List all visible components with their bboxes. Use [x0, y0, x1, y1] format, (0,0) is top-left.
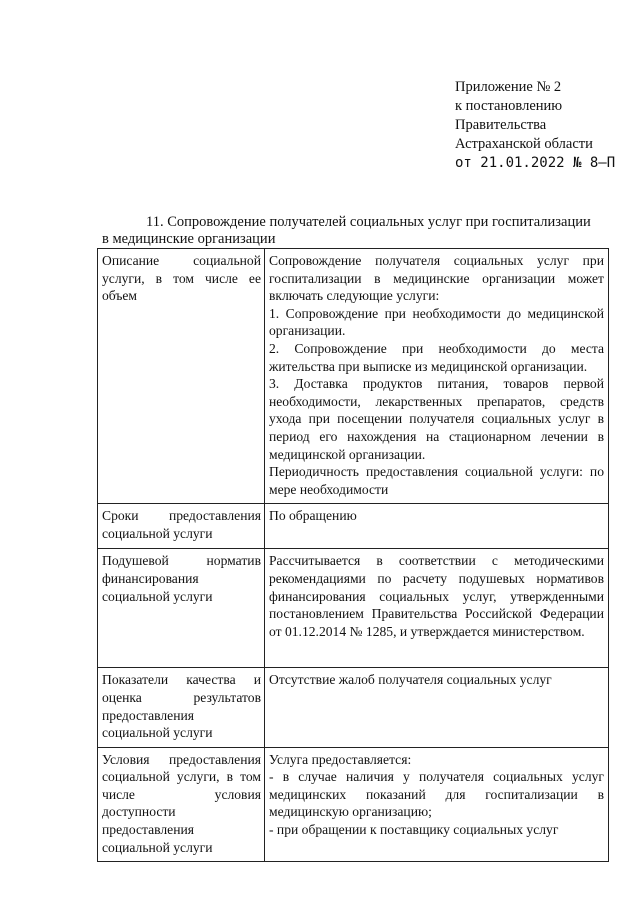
table-row [98, 249, 609, 504]
description-item-1: 1. Сопровождение при необходимости до медицинской организации. [269, 305, 604, 339]
row-label-financing: Подушевой норматив финансирования социальной услуги [98, 549, 265, 668]
service-table [97, 248, 609, 862]
row-label-quality: Показатели качества и оценка результатов предоставления социальной услуги [98, 668, 265, 747]
appendix-reference: к постановлению [455, 98, 563, 114]
table-row [98, 668, 609, 747]
appendix-region: Астраханской области [455, 136, 593, 152]
section-title [102, 214, 614, 248]
row-content-conditions [265, 747, 609, 862]
appendix-number: Приложение № 2 [455, 79, 562, 95]
description-periodicity: Периодичность предоставления социальной услуги: по мере необходимости [269, 464, 604, 497]
row-label-terms: Сроки предоставления социальной услуги [98, 504, 265, 549]
row-content-terms: По обращению [265, 504, 609, 549]
appendix-header [455, 78, 615, 173]
table-row [98, 504, 609, 549]
section-title-line-1: 11. Сопровождение получателей социальных услуг при госпитализации [146, 214, 591, 230]
description-item-3: 3. Доставка продуктов питания, товаров первой необходимости, лекарственных препаратов, средств ухода при посещении получателя социальных услуг в период его нахождения на стационарном лечении в медицинской организации. [269, 376, 604, 462]
appendix-date: от 21.01.2022 № 8–П [455, 155, 616, 171]
conditions-intro: Услуга предоставляется: [269, 751, 412, 767]
description-intro: Сопровождение получателя социальных услуг при госпитализации в медицинские организации может включать следующие услуги: [269, 253, 604, 304]
description-item-2: 2. Сопровождение при необходимости до места жительства при выписке из медицинской организации. [269, 340, 604, 374]
table-row [98, 549, 609, 668]
row-label-conditions: Условия предоставления социальной услуги, в том числе условия доступности предоставления социальной услуги [98, 747, 265, 862]
table-row [98, 747, 609, 862]
section-title-line-2: в медицинские организации [102, 231, 276, 247]
row-content-description [265, 249, 609, 504]
appendix-authority: Правительства [455, 117, 547, 133]
conditions-item-1: - в случае наличия у получателя социальных услуг медицинских показаний для госпитализации в медицинскую организацию; [269, 769, 604, 820]
row-content-quality: Отсутствие жалоб получателя социальных услуг [265, 668, 609, 747]
row-content-financing: Рассчитывается в соответствии с методическими рекомендациями по расчету подушевых нормативов финансирования социальных услуг, утвержденными постановлением Правительства Российской Федерации от 01.12.2014 № 1285, и утверждается министерством. [265, 549, 609, 668]
conditions-item-2: - при обращении к поставщику социальных услуг [269, 822, 559, 838]
row-label-description: Описание социальной услуги, в том числе ее объем [98, 249, 265, 504]
